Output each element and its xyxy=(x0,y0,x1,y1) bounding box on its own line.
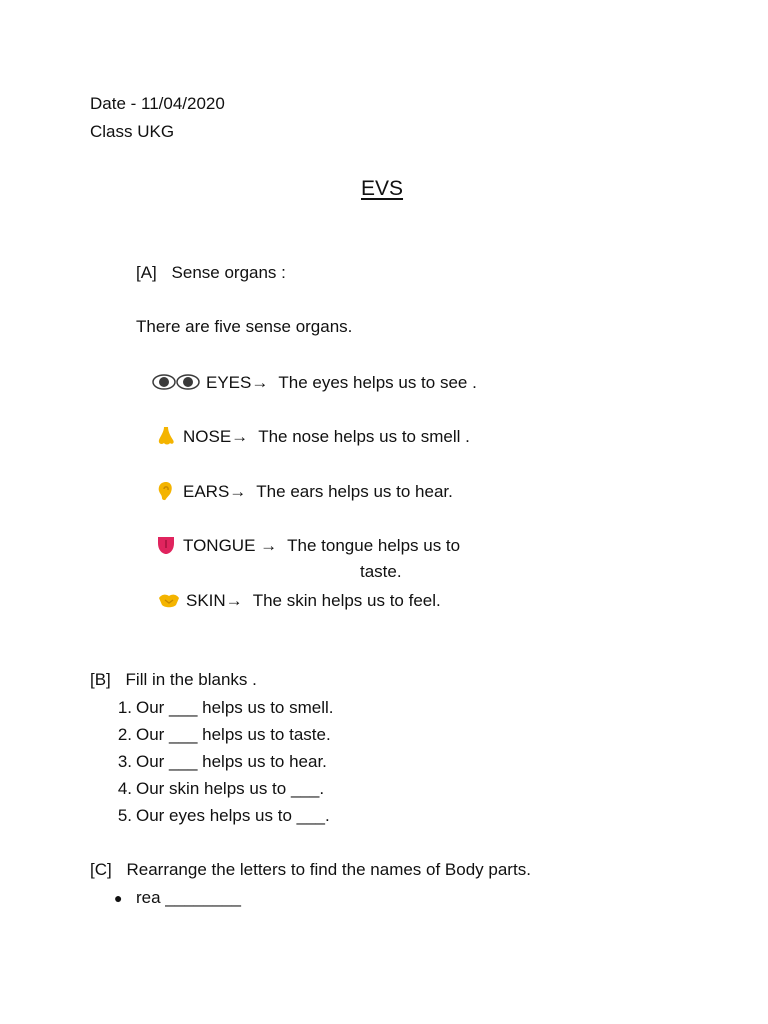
blank-item-text: Our skin helps us to ___. xyxy=(136,779,325,798)
organ-label-eyes: EYES→ xyxy=(206,373,269,392)
organ-label-skin: SKIN→ xyxy=(186,591,243,610)
list-item xyxy=(114,888,241,908)
page-title: EVS xyxy=(361,177,404,200)
blank-item-text: Our ___ helps us to taste. xyxy=(136,725,331,744)
blank-item-text: Our ___ helps us to smell. xyxy=(136,698,334,717)
section-a-marker: [A] xyxy=(136,263,157,282)
eyes-icon xyxy=(152,372,200,392)
organ-row-ears xyxy=(155,481,453,502)
list-item: 2. Our ___ helps us to taste. xyxy=(117,725,331,744)
list-item: 3. Our ___ helps us to hear. xyxy=(117,752,327,771)
organ-text-eyes: The eyes helps us to see . xyxy=(278,373,477,392)
section-b-marker: [B] xyxy=(90,670,111,689)
section-c-title: Rearrange the letters to find the names of Body parts. xyxy=(126,860,531,879)
section-b-title: Fill in the blanks . xyxy=(125,670,257,689)
blank-item-text: Our ___ helps us to hear. xyxy=(136,752,327,771)
organ-text-skin: The skin helps us to feel. xyxy=(252,591,441,610)
organ-row-tongue xyxy=(155,535,460,556)
section-c-marker: [C] xyxy=(90,860,112,879)
organ-label-tongue: TONGUE → xyxy=(183,536,278,555)
section-a-intro: There are five sense organs. xyxy=(136,317,353,336)
date-line: Date - 11/04/2020 xyxy=(90,94,225,113)
organ-label-nose: NOSE→ xyxy=(183,427,249,446)
organ-text-tongue: The tongue helps us to xyxy=(287,536,461,555)
section-c-heading xyxy=(90,860,531,880)
organ-label-ears: EARS→ xyxy=(183,482,247,501)
section-a-title: Sense organs : xyxy=(171,263,286,282)
list-item: 4. Our skin helps us to ___. xyxy=(117,779,325,798)
rearrange-item-text: rea ________ xyxy=(136,888,241,907)
organ-text-ears: The ears helps us to hear. xyxy=(256,482,453,501)
organ-text-nose: The nose helps us to smell . xyxy=(258,427,470,446)
organ-row-eyes xyxy=(152,372,477,393)
blank-item-text: Our eyes helps us to ___. xyxy=(136,806,330,825)
ear-icon xyxy=(155,481,177,501)
organ-row-skin xyxy=(158,590,441,611)
list-item: 5. Our eyes helps us to ___. xyxy=(117,806,330,825)
organ-row-nose xyxy=(155,426,470,447)
bullet-point: ● xyxy=(114,890,123,906)
tongue-icon xyxy=(155,535,177,555)
list-item: 1. Our ___ helps us to smell. xyxy=(117,698,334,717)
section-a-heading xyxy=(136,263,286,283)
section-b-heading xyxy=(90,670,257,690)
class-line: Class UKG xyxy=(90,122,175,141)
nose-icon xyxy=(155,426,177,446)
organ-text-tongue-cont: taste. xyxy=(360,562,402,581)
handshake-icon xyxy=(158,590,180,610)
